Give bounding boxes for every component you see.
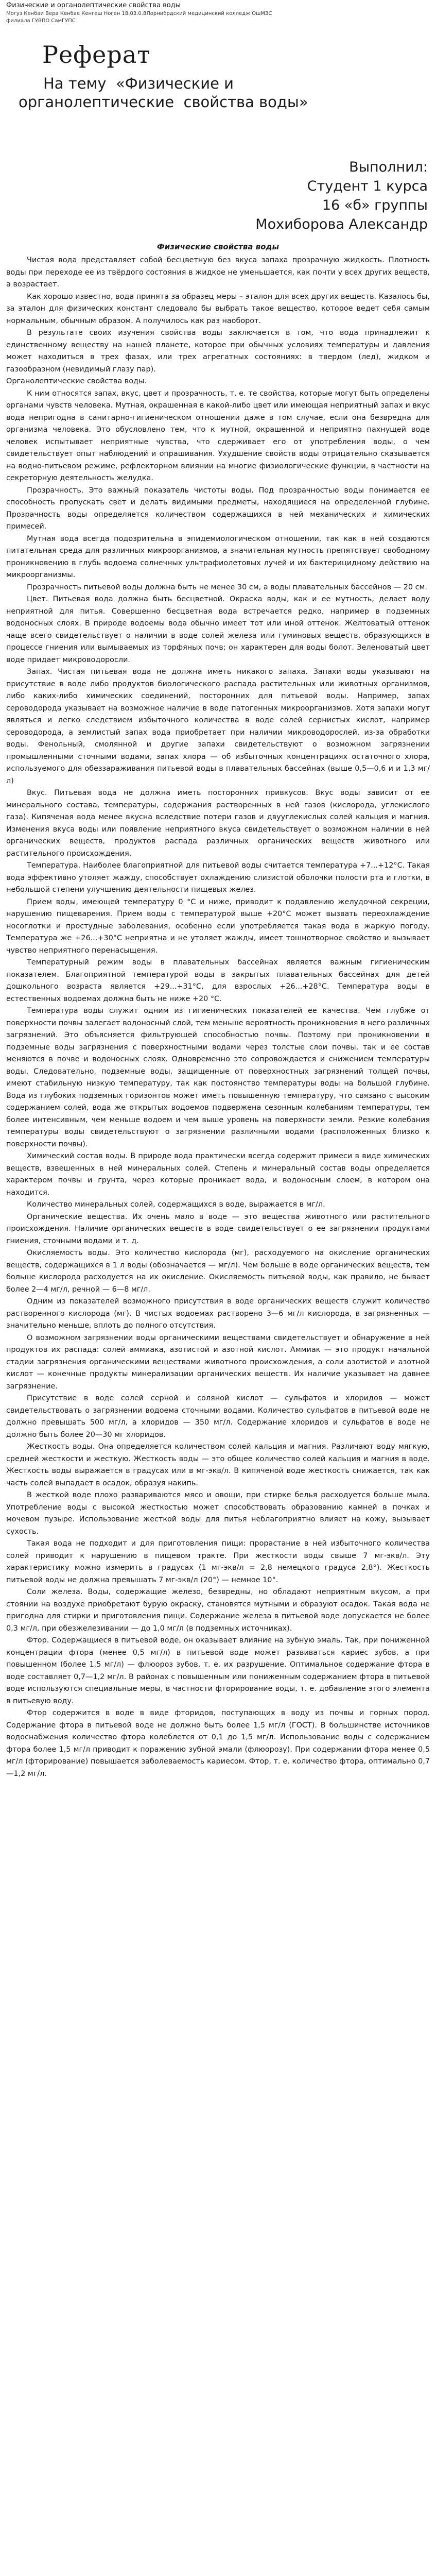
paragraph: Фтор. Содержащиеся в питьевой воде, он оказывает влияние на зубную эмаль. Так, при пониженной концентрации фтора (менее 0,5 мг/л) в питьевой воде может развиваться кариес зубов, а при повышенном (более 1,5 мг/л) — флюороз зубов, т. е. их разрушение. Оптимальное содержание фтора в воде составляет 0,7—1,2 мг/л. В районах с повышенным или пониженным содержанием фтора в питьевой воде используются специальные меры, в частности фторирование воды, т. е. добавление этого элемента в питьевую воду. bbox=[6, 1636, 430, 1705]
report-subtitle bbox=[19, 74, 430, 111]
subtitle-line-1: На тему «Физические и bbox=[43, 75, 234, 92]
paragraph: Такая вода не подходит и для приготовления пищи: прорастание в ней избыточного количества солей приводит к нарушению в пищевом тракте. При жесткости воды свыше 7 мг-экв/л. Эту характеристику можно измерить в градусах (1 мг-экв/л = 2,8 немецкого градуса 2,8°). Жесткость питьевой воды не должна превышать 7 мг-экв/л (20°) — немное 10°. bbox=[6, 1539, 430, 1584]
author-line: Выполнил: bbox=[349, 159, 428, 175]
paragraph: Вкус. Питьевая вода не должна иметь посторонних привкусов. Вкус воды зависит от ее минерального состава, температуры, содержания растворенных в ней газов (кислорода, углекислого газа). Кипяченая вода менее вкусна вследствие потери газов и двууглекислых солей кальция и магния. Изменения вкуса воды или появление неприятного вкуса свидетельствует о возможном наличии в ней органических веществ, продуктов распада различных органических веществ животного или растительного происхождения. bbox=[6, 789, 430, 858]
paragraph: Соли железа. Воды, содержащие железо, безвредны, но обладают неприятным вкусом, а при стоянии на воздухе приобретают бурую окраску, становятся мутными и образуют осадок. Такая вода не пригодна для стирки и приготовления пищи. Содержание железа в питьевой воде допускается не более 0,3 мг/л, при обезжелезивании — до 1,0 мг/л (в подземных источниках). bbox=[6, 1588, 430, 1633]
paragraph: Прозрачность питьевой воды должна быть не менее 30 см, а воды плавательных бассейнов — 20 см. bbox=[27, 583, 427, 591]
paragraph: Количество минеральных солей, содержащихся в воде, выражается в мг/л. bbox=[27, 1200, 325, 1209]
subtitle-line-2: органолептические свойства воды» bbox=[19, 93, 308, 111]
author-line: Мохиборова Александр bbox=[255, 216, 428, 232]
document-title: Физические и органолептические свойства воды bbox=[6, 2, 181, 9]
paragraph: Органические вещества. Их очень мало в воде — это вещества животного или растительного происхождения. Наличие органических веществ в воде свидетельствует о ее загрязнении продуктами гниения, сточными водами и т. д. bbox=[6, 1212, 430, 1245]
report-title: Реферат bbox=[42, 41, 151, 69]
paragraph: Одним из показателей возможного присутствия в воде органических веществ служит количество растворенного кислорода (мг). В чистых водоемах растворено 3—6 мг/л кислорода, в загрязненных — значительно меньше, вплоть до полного отсутствия. bbox=[6, 1297, 430, 1330]
paragraph: Окисляемость воды. Это количество кислорода (мг), расходуемого на окисление органических веществ, содержащихся в 1 л воды (обозначается — мг/л). Чем больше в воде органических веществ, тем больше кислорода расходуется на их окисление. Окисляемость питьевой воды, как правило, не бывает более 2—4 мг/л, речной — 6—8 мг/л. bbox=[6, 1249, 430, 1294]
body-text bbox=[6, 255, 430, 1780]
paragraph: Запах. Чистая питьевая вода не должна иметь никакого запаха. Запахи воды указывают на присутствие в воде либо продуктов биологического распада растительных или животных организмов, либо каких-либо химических соединений, посторонних для питьевой воды. Например, запах сероводорода указывает на возможное наличие в воде патогенных микроорганизмов. Хотя запахи могут являться и легко следствием избыточного количества в воде солей сернистых кислот, например сероводорода, а землистый запах вода приобретает при наличии микроводорослей, из-за обработки воды. Фенольный, смолянной и другие запахи свидетельствуют о возможном загрязнении промышленными сточными водами, запах хлора — об избыточных концентрациях остаточного хлора, используемого для обеззараживания питьевой воды в плавательных бассейнах (выше 0,5—0,6 и и 1,3 мг/л) bbox=[6, 668, 430, 785]
paragraph: Химический состав воды. В природе вода практически всегда содержит примеси в виде химических веществ, взвешенных в ней минеральных солей. Степень и минеральный состав воды определяется характером почвы и грунта, через которые проникает вода, и водоносным слоем, в котором она находится. bbox=[6, 1152, 430, 1197]
paragraph: В результате своих изучения свойства воды заключается в том, что вода принадлежит к единственному веществу на нашей планете, которое при обычных условиях температуры и давления может находиться в трех фазах, или трех агрегатных состояниях: в твердом (лед), жидком и газообразном (невидимый глазу пар). bbox=[6, 329, 430, 374]
paragraph: Как хорошо известно, вода принята за образец меры – эталон для всех других веществ. Казалось бы, за эталон для физических констант следовало бы выбрать такое вещество, которое ведет себя самым нормальным, обычным образом. А получилось как раз наоборот. bbox=[6, 292, 430, 325]
paragraph: Мутная вода всегда подозрительна в эпидемиологическом отношении, так как в ней создаются питательная среда для различных микроорганизмов, а значительная мутность препятствует свободному проникновению в глубь водоема солнечных ультрафиолетовых лучей и их бактерицидному действию на микроорганизмы. bbox=[6, 534, 430, 579]
paragraph: Прием воды, имеющей температуру 0 °С и ниже, приводит к подавлению желудочной секреции, нарушению пищеварения. Прием воды с температурой выше +20°С может вызвать переохлаждение носоглотки и простудные заболевания, особенно если употребляется такая вода в жаркую погоду. Температура же +26...+30°С неприятна и не утоляет жажды, имеет тошнотворное свойство и вызывает чувство неприятного перенасыщения. bbox=[6, 897, 430, 955]
document-page bbox=[0, 1, 436, 1780]
paragraph: Температура воды служит одним из гигиенических показателей ее качества. Чем глубже от поверхности почвы залегает водоносный слой, тем меньше вероятность проникновения в него различных загрязнений. Это объясняется фильтрующей способностью почвы. Поэтому при проникновении в подземные воды загрязнения с поверхностными водами через толстые слои почвы, так и ее состав меняются в почве и водоносных слоях. Одновременно это сопровождается и снижением температуры воды. Следовательно, подземные воды, защищенные от поверхностных загрязнений толщей почвы, имеют стабильную низкую температуру, так как постоянство температуры воды на большой глубине. Вода из глубоких подземных горизонтов может иметь повышенную температуру, что связано с высоким содержанием солей, вода же открытых водоемов подвержена сезонным колебаниям температуры, тем более интенсивным, чем меньше водоем и чем выше уровень на поверхности земли. Резкие колебания температуры воды свидетельствуют о загрязнении различными водами (расположенных близко к поверхности почвы). bbox=[6, 1007, 430, 1148]
paragraph: Температура. Наиболее благоприятной для питьевой воды считается температура +7...+12°С. Такая вода эффективно утоляет жажду, способствует охлаждению слизистой оболочки полости рта и глотки, в небольшой степени улучшению деятельности пищевых желез. bbox=[6, 861, 430, 894]
paragraph: Присутствие в воде солей серной и соляной кислот — сульфатов и хлоридов — может свидетельствовать о загрязнении водоема сточными водами. Количество сульфатов в питьевой воде не должно превышать 500 мг/л, а хлоридов — 350 мг/л. Содержание хлоридов и сульфатов в воде не должно быть более 20—30 мг хлоридов. bbox=[6, 1394, 430, 1439]
paragraph: Жесткость воды. Она определяется количеством солей кальция и магния. Различают воду мягкую, средней жесткости и жесткую. Жесткость воды — это общее количество солей кальция и магния в воде. Жесткость воды выражается в градусах или в мг-экв/л. В кипяченой воде жесткость снижается, так как часть солей выпадает в осадок, образуя накипь. bbox=[6, 1443, 430, 1487]
paragraph: К ним относятся запах, вкус, цвет и прозрачность, т. е. те свойства, которые могут быть определены органами чувств человека. Мутная, окрашенная в какой-либо цвет или имеющая неприятный запах и вкус вода непригодна в санитарно-гигиеническом отношении даже в том случае, если она безвредна для организма человека. Это обусловлено тем, что к мутной, окрашенной и неприятно пахнущей воде человек испытывает неприятные чувства, что сдерживает его от употребления воды, о чем свидетельствует опыт наблюдений и опрашивания. Ухудшение свойств воды отрицательно сказывается на водно-питьевом режиме, рефлекторном влиянии на многие физиологические функции, в частности на секреторную деятельность желудка. bbox=[6, 389, 430, 482]
document-meta: Могуз Кенбаи Вера Кенбае Кенгеш Ноген 18.03.0.8Лорнибрдский медицинский колледж ОшМЗС филиала ГУВПО СамГУПС bbox=[6, 11, 272, 24]
paragraph: Органолептические свойства воды. bbox=[6, 377, 147, 385]
paragraph: Цвет. Питьевая вода должна быть бесцветной. Окраска воды, как и ее мутность, делает воду неприятной для питья. Совершенно бесцветная вода встречается редко, например в подземных водоносных слоях. В природе водоемы вода обычно имеет тот или иной оттенок. Желтоватый оттенок чаще всего свидетельствует о наличии в воде солей железа или гуминовых веществ, образующихся в процессе гниения или вымываемых из торфяных почв; он характерен для воды болот. Зеленоватый цвет воде придает микроводоросли. bbox=[6, 595, 430, 664]
paragraph: О возможном загрязнении воды органическими веществами свидетельствует и обнаружение в ней продуктов их распада: солей аммиака, азотистой и азотной кислот. Аммиак — это продукт начальной стадии загрязнения органическими веществами животного происхождения, а соли азотистой и азотной кислот — конечные продукты минерализации органических веществ. Их наличие указывает на давнее загрязнение. bbox=[6, 1333, 430, 1391]
section-title: Физические свойства воды bbox=[156, 242, 280, 251]
paragraph: Температурный режим воды в плавательных бассейнах является важным гигиеническим показателем. Благоприятной температурой воды в закрытых плавательных бассейнах для детей дошкольного возраста является +29...+31°С, для взрослых +26...+28°С. Температура воды в естественных водоемах должна быть не ниже +20 °С. bbox=[6, 958, 430, 1003]
paragraph: Прозрачность. Это важный показатель чистоты воды. Под прозрачностью воды понимается ее способность пропускать свет и делать видимыми предметы, находящиеся на определенной глубине. Прозрачность воды определяется количеством содержащихся в ней механических и химических примесей. bbox=[6, 486, 430, 531]
author-block bbox=[6, 158, 428, 234]
author-line: 16 «б» группы bbox=[322, 197, 428, 213]
paragraph: В жесткой воде плохо развариваются мясо и овощи, при стирке белья расходуется больше мыла. Употребление воды с высокой жесткостью может способствовать образованию камней в почках и мочевом пузыре. Использование жесткой воды для питья неблагоприятно влияет на кожу, вызывает сухость. bbox=[6, 1491, 430, 1536]
author-line: Студент 1 курса bbox=[307, 178, 428, 194]
paragraph: Чистая вода представляет собой бесцветную без вкуса запаха прозрачную жидкость. Плотность воды при переходе ее из твёрдого состояния в жидкое не уменьшается, как почти у всех других веществ, а возрастает. bbox=[6, 256, 430, 289]
paragraph: Фтор содержится в воде в виде фторидов, поступающих в воду из почвы и горных пород. Содержание фтора в питьевой воде не должно быть более 1,5 мг/л (ГОСТ). В большинстве источников водоснабжения количество фтора колеблется от 0,1 до 1,5 мг/л. Использование воды с содержанием фтора более 1,5 мг/л приводит к поражению зубной эмали (флюорозу). При содержании фтора менее 0,5 мг/л (фторирование) повышается заболеваемость кариесом. Фтор, т. е. количество фтора, оптимально 0,7—1,2 мг/л. bbox=[6, 1709, 430, 1778]
